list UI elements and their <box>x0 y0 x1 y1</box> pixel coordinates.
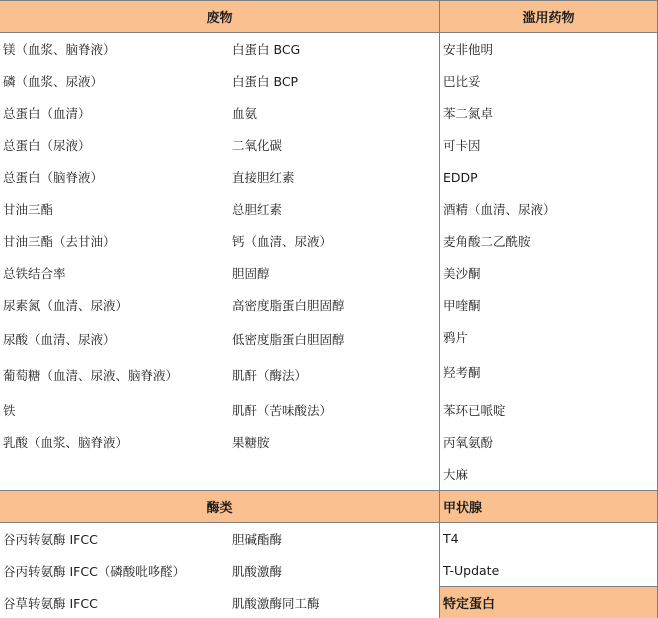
enzyme-item: 谷丙转氨酶 IFCC <box>3 531 98 547</box>
drug-item: 安非他明 <box>443 42 494 57</box>
enzyme-item: 谷丙转氨酶 IFCC（磷酸吡哆醛） <box>3 563 186 579</box>
header-enzymes: 酶类 <box>0 491 439 522</box>
drug-item: 苯环已哌啶 <box>443 403 506 418</box>
drug-item: 丙氧氨酚 <box>443 435 494 450</box>
enzyme-item: 胆碱酯酶 <box>232 531 283 547</box>
drug-item: 巴比妥 <box>443 74 481 89</box>
waste-item: 乳酸（血浆、脑脊液） <box>3 435 129 450</box>
waste-item: 尿酸（血清、尿液） <box>3 331 116 347</box>
waste-item: 低密度脂蛋白胆固醇 <box>232 331 345 347</box>
drug-item: 可卡因 <box>443 138 481 153</box>
drug-item: 鸦片 <box>443 330 469 345</box>
header-drugs: 滥用药物 <box>440 0 657 32</box>
drug-item: EDDP <box>443 169 478 185</box>
enzyme-item: 肌酸激酶同工酶 <box>232 595 320 611</box>
drug-item: 麦角酸二乙酰胺 <box>443 234 531 249</box>
drug-item: 大麻 <box>443 467 469 482</box>
grid-line-horizontal <box>0 522 658 523</box>
waste-item: 钙（血清、尿液） <box>232 234 333 249</box>
waste-item: 果糖胺 <box>232 435 270 450</box>
header-thyroid: 甲状腺 <box>440 491 657 522</box>
waste-item: 白蛋白 BCP <box>232 74 299 89</box>
grid-line-horizontal <box>0 0 658 1</box>
waste-item: 肌酐（苦味酸法） <box>232 403 333 418</box>
waste-item: 总蛋白（血清） <box>3 106 91 121</box>
grid-line-horizontal <box>0 490 658 491</box>
waste-item: 二氧化碳 <box>232 138 283 153</box>
waste-item: 总胆红素 <box>232 202 283 217</box>
waste-item: 甘油三酯（去甘油） <box>3 234 116 249</box>
drug-item: 甲喹酮 <box>443 298 481 313</box>
waste-item: 总铁结合率 <box>3 266 66 281</box>
waste-item: 血氨 <box>232 106 258 121</box>
drug-item: 苯二氮卓 <box>443 106 494 121</box>
waste-item: 白蛋白 BCG <box>232 42 301 57</box>
waste-item: 铁 <box>3 403 16 418</box>
grid-line-horizontal <box>439 586 658 587</box>
header-specific-protein: 特定蛋白 <box>440 587 657 618</box>
waste-item: 葡萄糖（血清、尿液、脑脊液） <box>3 368 179 383</box>
thyroid-item: T4 <box>443 531 459 546</box>
enzyme-item: 肌酸激酶 <box>232 563 283 579</box>
enzyme-item: 谷草转氨酶 IFCC <box>3 595 98 611</box>
waste-item: 总蛋白（脑脊液） <box>3 170 104 185</box>
grid-line-horizontal <box>0 32 658 33</box>
waste-item: 胆固醇 <box>232 266 270 281</box>
waste-item: 镁（血浆、脑脊液） <box>3 42 116 57</box>
header-waste: 废物 <box>0 0 439 32</box>
drug-item: 酒精（血清、尿液） <box>443 202 556 217</box>
waste-item: 甘油三酯 <box>3 202 54 217</box>
grid-line-vertical <box>439 0 440 618</box>
thyroid-item: T-Update <box>443 563 500 578</box>
waste-item: 尿素氮（血清、尿液） <box>3 298 129 313</box>
drug-item: 美沙酮 <box>443 266 481 281</box>
waste-item: 肌酐（酶法） <box>232 368 308 383</box>
waste-item: 直接胆红素 <box>232 170 295 185</box>
waste-item: 高密度脂蛋白胆固醇 <box>232 298 345 313</box>
waste-item: 磷（血浆、尿液） <box>3 74 104 89</box>
drug-item: 羟考酮 <box>443 365 481 380</box>
waste-item: 总蛋白（尿液） <box>3 138 91 153</box>
